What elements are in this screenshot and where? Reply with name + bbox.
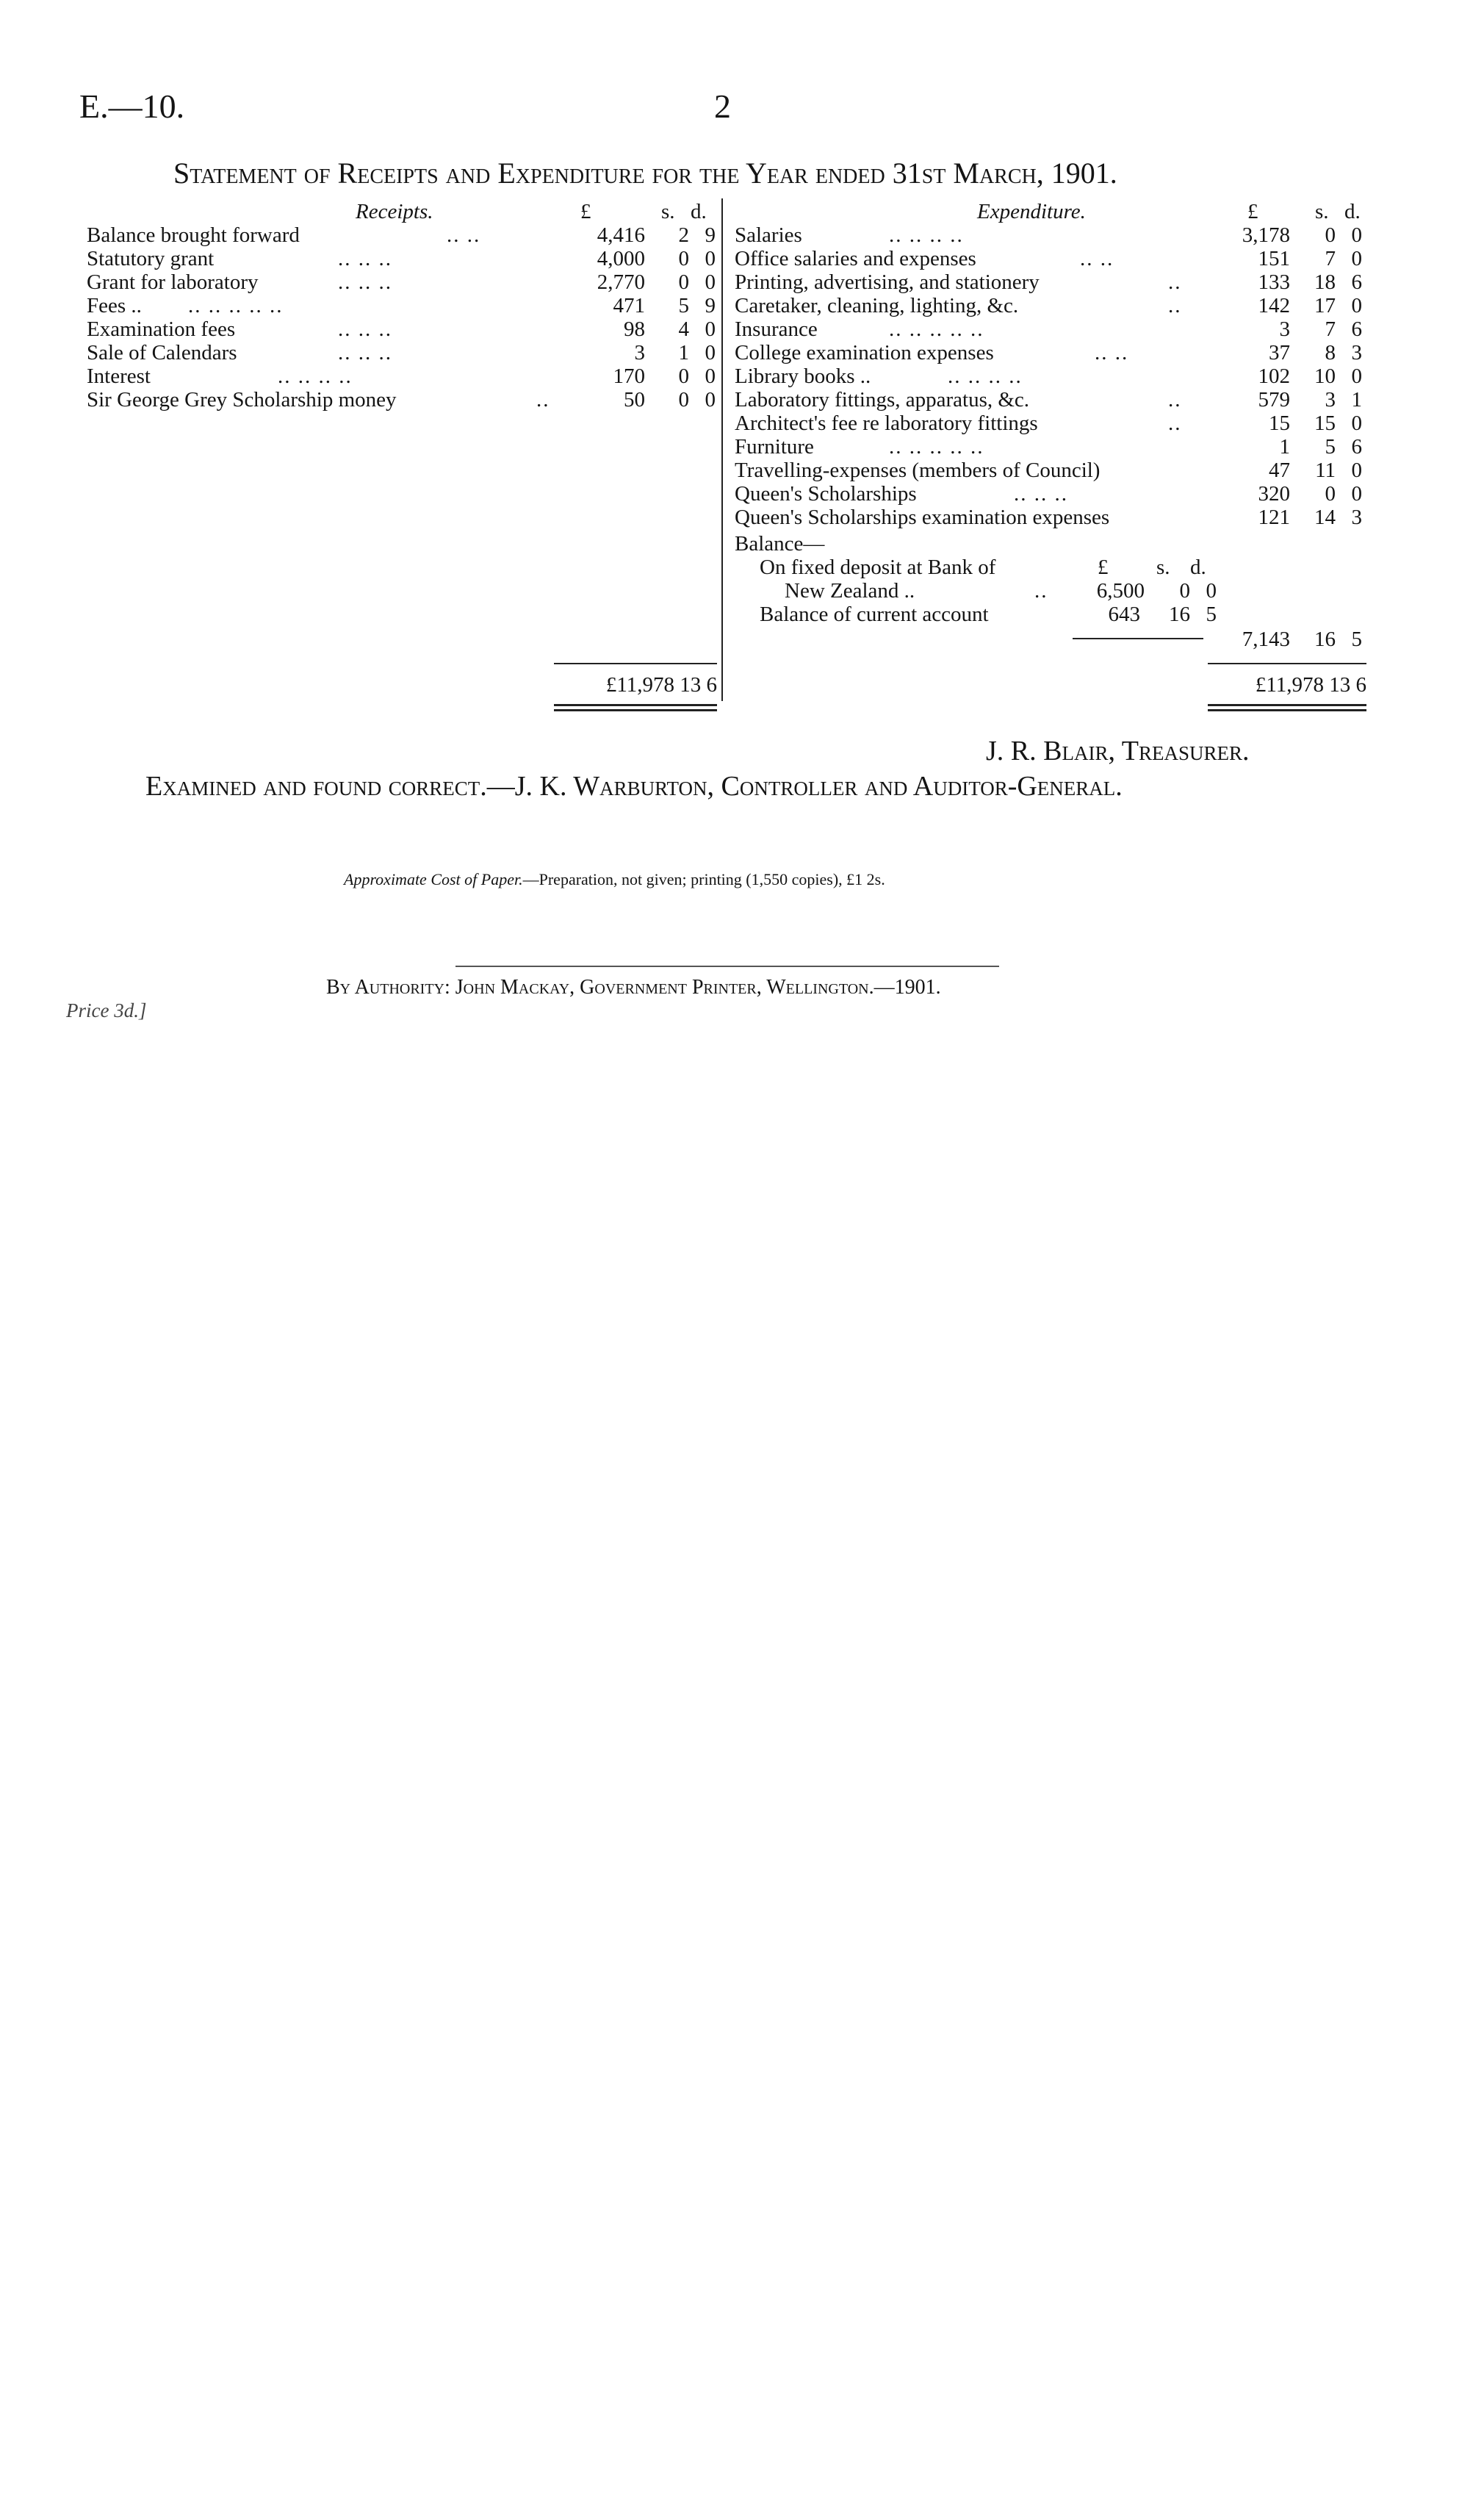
- expenditure-row: [735, 247, 1365, 270]
- balance-total-pence: 5: [1351, 628, 1362, 651]
- cost-note: [344, 870, 885, 889]
- receipt-pence: 0: [705, 341, 716, 364]
- receipt-pence: 0: [705, 388, 716, 412]
- receipt-label: Grant for laboratory: [87, 270, 259, 294]
- expenditure-total-rule-bottom-2: [1208, 709, 1366, 711]
- expenditure-total-value: £11,978 13 6: [1255, 673, 1366, 697]
- expenditure-shillings: 0: [1325, 482, 1336, 506]
- expenditure-pence: 0: [1351, 223, 1362, 247]
- receipt-pounds: 3: [634, 341, 645, 364]
- footer-rule: [455, 966, 999, 967]
- receipt-pence: 9: [705, 223, 716, 247]
- expenditure-label: Insurance: [735, 317, 818, 341]
- receipt-shillings: 5: [678, 294, 689, 317]
- expenditure-label: Office salaries and expenses: [735, 247, 976, 270]
- receipt-label: Sir George Grey Scholarship money: [87, 388, 397, 412]
- expenditure-leader-dots: .. .. .. .. ..: [889, 317, 984, 341]
- expenditure-shillings: 7: [1325, 317, 1336, 341]
- receipt-pounds: 471: [613, 294, 645, 317]
- receipt-row: [87, 388, 718, 412]
- receipts-total-rule-bottom-2: [554, 709, 717, 711]
- expenditure-shillings: 0: [1325, 223, 1336, 247]
- expenditure-leader-dots: ..: [1168, 388, 1182, 412]
- expenditure-shillings: 14: [1314, 506, 1336, 529]
- receipt-shillings: 0: [678, 388, 689, 412]
- expenditure-pounds: 3,178: [1242, 223, 1290, 247]
- deposit-pounds: 6,500: [1096, 579, 1145, 603]
- expenditure-row: [735, 482, 1365, 506]
- price-note: Price 3d.]: [66, 999, 147, 1021]
- receipt-shillings: 0: [678, 270, 689, 294]
- receipt-pounds: 170: [613, 364, 645, 388]
- expenditure-pounds: 37: [1269, 341, 1290, 364]
- current-account-line: [760, 603, 1225, 626]
- expenditure-label: Furniture: [735, 435, 814, 459]
- deposit-line-2: [785, 579, 1225, 603]
- statement-title: Statement of Receipts and Expenditure for the Year ended 31st March, 1901.: [173, 157, 1117, 190]
- current-account-label: Balance of current account: [760, 603, 989, 626]
- expenditure-leader-dots: ..: [1168, 412, 1182, 435]
- expenditure-pounds: 320: [1258, 482, 1290, 506]
- receipts-col-pence: d.: [691, 200, 707, 223]
- column-divider: [721, 198, 723, 701]
- receipt-label: Fees ..: [87, 294, 142, 317]
- balance-label: [735, 532, 1029, 556]
- expenditure-shillings: 8: [1325, 341, 1336, 364]
- receipt-leader-dots: .. .. .. .. ..: [188, 294, 284, 317]
- balance-total-pounds: 7,143: [1242, 628, 1290, 651]
- expenditure-pence: 0: [1351, 364, 1362, 388]
- expenditure-pence: 0: [1351, 294, 1362, 317]
- receipt-leader-dots: .. .. ..: [338, 341, 392, 364]
- deposit-leader-dots: ..: [1034, 579, 1048, 603]
- expenditure-label: Queen's Scholarships: [735, 482, 917, 506]
- expenditure-leader-dots: ..: [1168, 270, 1182, 294]
- receipt-label: Balance brought forward: [87, 223, 300, 247]
- expenditure-pence: 0: [1351, 412, 1362, 435]
- expenditure-row: [735, 341, 1365, 364]
- receipt-leader-dots: .. .. ..: [338, 270, 392, 294]
- expenditure-heading: Expenditure.: [977, 200, 1086, 223]
- receipts-total: [554, 673, 717, 697]
- deposit-line-1: [760, 556, 1230, 579]
- receipt-leader-dots: .. .. .. ..: [278, 364, 353, 388]
- expenditure-pence: 3: [1351, 506, 1362, 529]
- expenditure-pence: 0: [1351, 482, 1362, 506]
- receipts-col-shillings: s.: [661, 200, 675, 223]
- receipts-total-rule-top: [554, 663, 717, 664]
- treasurer-signature: J. R. Blair, Treasurer.: [986, 736, 1250, 766]
- expenditure-total: [1208, 673, 1366, 697]
- expenditure-label: College examination expenses: [735, 341, 994, 364]
- expenditure-label: Caretaker, cleaning, lighting, &c.: [735, 294, 1019, 317]
- deposit-pence: 0: [1206, 579, 1217, 603]
- deposit-col-pounds: £: [1098, 556, 1109, 579]
- receipt-shillings: 1: [678, 341, 689, 364]
- current-account-shillings: 16: [1169, 603, 1190, 626]
- expenditure-pounds: 3: [1279, 317, 1290, 341]
- expenditure-pounds: 579: [1258, 388, 1290, 412]
- printer-authority: By Authority: John Mackay, Government Printer, Wellington.—1901.: [326, 976, 941, 999]
- receipt-shillings: 0: [678, 364, 689, 388]
- receipt-pence: 0: [705, 270, 716, 294]
- expenditure-row: [735, 294, 1365, 317]
- expenditure-pence: 1: [1351, 388, 1362, 412]
- expenditure-row: [735, 223, 1365, 247]
- receipt-shillings: 0: [678, 247, 689, 270]
- cost-label: Approximate Cost of Paper.: [344, 870, 523, 888]
- balance-total-line: [735, 628, 1365, 651]
- receipt-leader-dots: ..: [536, 388, 550, 412]
- expenditure-shillings: 10: [1314, 364, 1336, 388]
- expenditure-shillings: 17: [1314, 294, 1336, 317]
- expenditure-pence: 6: [1351, 270, 1362, 294]
- receipt-shillings: 4: [678, 317, 689, 341]
- receipts-section: [87, 200, 718, 714]
- receipt-row: [87, 294, 718, 317]
- expenditure-pounds: 102: [1258, 364, 1290, 388]
- receipt-pounds: 4,416: [597, 223, 645, 247]
- receipt-pounds: 2,770: [597, 270, 645, 294]
- balance-total-shillings: 16: [1314, 628, 1336, 651]
- receipt-row: [87, 223, 718, 247]
- expenditure-label: Laboratory fittings, apparatus, &c.: [735, 388, 1030, 412]
- receipt-pounds: 4,000: [597, 247, 645, 270]
- expenditure-row: [735, 388, 1365, 412]
- expenditure-shillings: 5: [1325, 435, 1336, 459]
- expenditure-label: Architect's fee re laboratory fittings: [735, 412, 1038, 435]
- receipt-leader-dots: .. .. ..: [338, 317, 392, 341]
- expenditure-pence: 6: [1351, 317, 1362, 341]
- current-account-pence: 5: [1206, 603, 1217, 626]
- receipt-row: [87, 364, 718, 388]
- expenditure-row: [735, 270, 1365, 294]
- expenditure-leader-dots: .. .. ..: [1014, 482, 1068, 506]
- receipt-row: [87, 317, 718, 341]
- expenditure-shillings: 15: [1314, 412, 1336, 435]
- expenditure-row: [735, 435, 1365, 459]
- expenditure-shillings: 18: [1314, 270, 1336, 294]
- receipt-pence: 0: [705, 247, 716, 270]
- expenditure-leader-dots: .. .. .. ..: [889, 223, 964, 247]
- expenditure-row: [735, 412, 1365, 435]
- expenditure-leader-dots: .. .. .. ..: [948, 364, 1023, 388]
- deposit-label-1: On fixed deposit at Bank of: [760, 556, 996, 579]
- receipt-pence: 9: [705, 294, 716, 317]
- receipt-label: Interest: [87, 364, 151, 388]
- expenditure-total-rule-top: [1208, 663, 1366, 664]
- receipt-leader-dots: .. ..: [447, 223, 481, 247]
- expenditure-pence: 0: [1351, 247, 1362, 270]
- expenditure-row: [735, 506, 1365, 529]
- receipts-col-pounds: £: [580, 200, 591, 223]
- expenditure-leader-dots: ..: [1168, 294, 1182, 317]
- receipt-pounds: 50: [624, 388, 645, 412]
- expenditure-shillings: 11: [1315, 459, 1336, 482]
- auditor-statement: Examined and found correct.—J. K. Warburton, Controller and Auditor-General.: [145, 771, 1123, 802]
- receipt-pounds: 98: [624, 317, 645, 341]
- expenditure-col-pence: d.: [1344, 200, 1361, 223]
- balance-label-text: Balance—: [735, 532, 825, 556]
- receipt-pence: 0: [705, 364, 716, 388]
- deposit-shillings: 0: [1179, 579, 1190, 603]
- expenditure-pounds: 121: [1258, 506, 1290, 529]
- receipt-shillings: 2: [678, 223, 689, 247]
- expenditure-pounds: 15: [1269, 412, 1290, 435]
- expenditure-label: Travelling-expenses (members of Council): [735, 459, 1101, 482]
- receipt-label: Statutory grant: [87, 247, 215, 270]
- expenditure-col-shillings: s.: [1315, 200, 1329, 223]
- expenditure-pounds: 151: [1258, 247, 1290, 270]
- expenditure-label: Salaries: [735, 223, 802, 247]
- expenditure-leader-dots: .. ..: [1095, 341, 1129, 364]
- expenditure-label: Queen's Scholarships examination expenses: [735, 506, 1110, 529]
- expenditure-leader-dots: .. ..: [1080, 247, 1114, 270]
- page-number: 2: [714, 87, 731, 125]
- deposit-col-shillings: s.: [1156, 556, 1170, 579]
- receipts-total-rule-bottom-1: [554, 704, 717, 706]
- deposit-label-2: New Zealand ..: [785, 579, 915, 603]
- expenditure-pence: 0: [1351, 459, 1362, 482]
- expenditure-pence: 6: [1351, 435, 1362, 459]
- receipt-label: Sale of Calendars: [87, 341, 237, 364]
- expenditure-shillings: 3: [1325, 388, 1336, 412]
- receipts-total-value: £11,978 13 6: [605, 673, 717, 697]
- expenditure-pounds: 47: [1269, 459, 1290, 482]
- receipt-row: [87, 341, 718, 364]
- receipt-leader-dots: .. .. ..: [338, 247, 392, 270]
- document-reference: E.—10.: [79, 87, 185, 125]
- expenditure-row: [735, 317, 1365, 341]
- expenditure-label: Printing, advertising, and stationery: [735, 270, 1040, 294]
- receipt-pence: 0: [705, 317, 716, 341]
- receipts-heading: Receipts.: [356, 200, 433, 223]
- expenditure-col-pounds: £: [1247, 200, 1258, 223]
- expenditure-leader-dots: .. .. .. .. ..: [889, 435, 984, 459]
- expenditure-shillings: 7: [1325, 247, 1336, 270]
- expenditure-row: [735, 364, 1365, 388]
- expenditure-pounds: 1: [1279, 435, 1290, 459]
- receipt-row: [87, 270, 718, 294]
- receipt-row: [87, 247, 718, 270]
- expenditure-section: [735, 200, 1381, 714]
- current-account-pounds: 643: [1108, 603, 1140, 626]
- expenditure-pence: 3: [1351, 341, 1362, 364]
- deposit-col-pence: d.: [1190, 556, 1206, 579]
- expenditure-total-rule-bottom-1: [1208, 704, 1366, 706]
- expenditure-row: [735, 459, 1365, 482]
- cost-text: —Preparation, not given; printing (1,550 copies), £1 2s.: [522, 870, 885, 888]
- expenditure-pounds: 133: [1258, 270, 1290, 294]
- expenditure-pounds: 142: [1258, 294, 1290, 317]
- expenditure-label: Library books ..: [735, 364, 871, 388]
- receipt-label: Examination fees: [87, 317, 236, 341]
